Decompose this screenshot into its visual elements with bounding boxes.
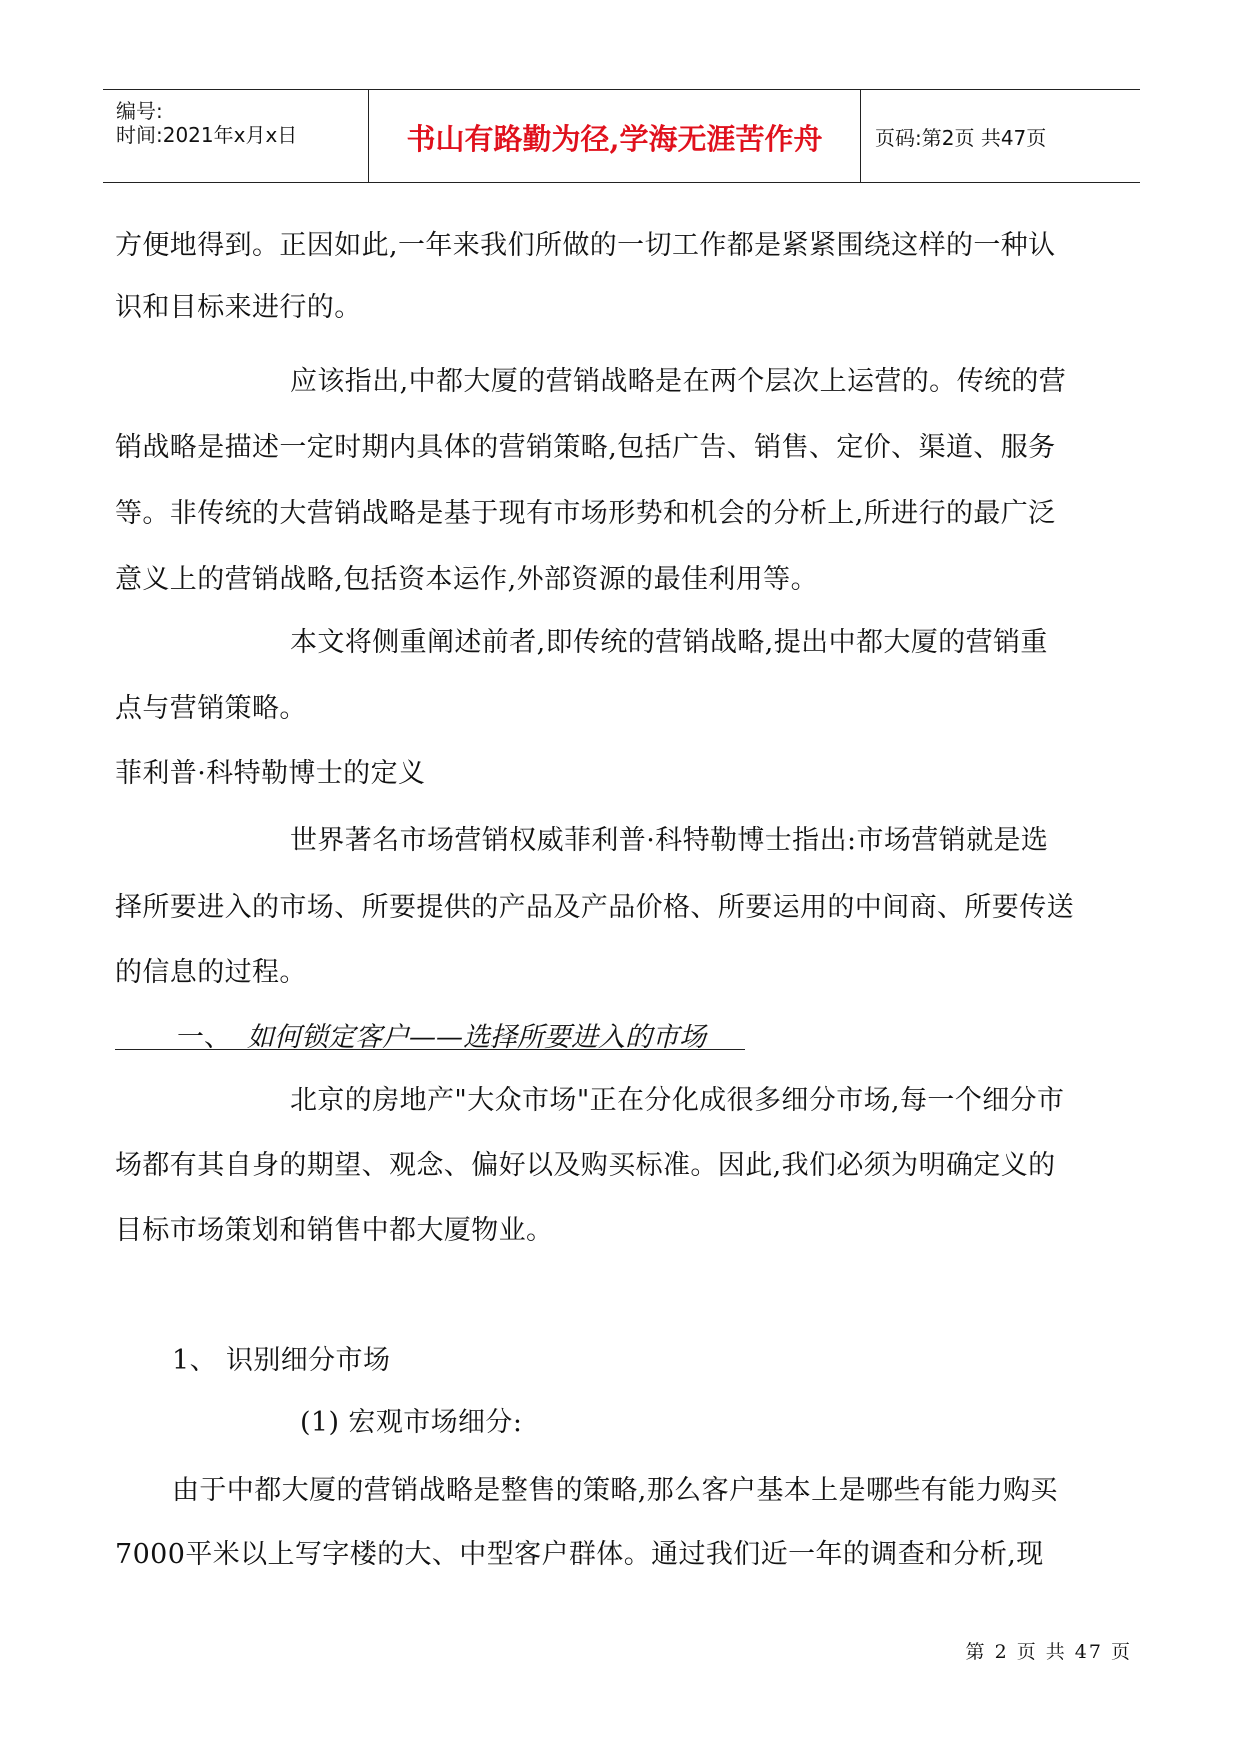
- section-number: 一、: [177, 1022, 231, 1053]
- paragraph-line: 世界著名市场营销权威菲利普·科特勒博士指出:市场营销就是选: [290, 825, 1049, 856]
- paragraph-line: 场都有其自身的期望、观念、偏好以及购买标准。因此,我们必须为明确定义的: [115, 1150, 1056, 1181]
- paragraph-line: 择所要进入的市场、所要提供的产品及产品价格、所要运用的中间商、所要传送: [115, 892, 1074, 923]
- section-heading: [115, 1015, 745, 1053]
- header-motto-cell: [369, 90, 861, 182]
- page-footer: 第 2 页 共 47 页: [965, 1641, 1132, 1663]
- header-meta-cell: [103, 90, 369, 182]
- document-number-label: 编号:: [116, 99, 163, 123]
- paragraph-line: 意义上的营销战略,包括资本运作,外部资源的最佳利用等。: [115, 564, 818, 595]
- paragraph-line: 的信息的过程。: [115, 957, 307, 988]
- paragraph-line: 北京的房地产"大众市场"正在分化成很多细分市场,每一个细分市: [290, 1085, 1065, 1116]
- numbered-subheading: (1) 宏观市场细分:: [300, 1407, 523, 1438]
- paragraph-line: 目标市场策划和销售中都大厦物业。: [115, 1215, 554, 1246]
- document-time-label: 时间:2021年x月x日: [116, 123, 298, 147]
- paragraph-line: 7000平米以上写字楼的大、中型客户群体。通过我们近一年的调查和分析,现: [115, 1539, 1044, 1570]
- paragraph-line: 本文将侧重阐述前者,即传统的营销战略,提出中都大厦的营销重: [290, 627, 1048, 658]
- paragraph-line: 等。非传统的大营销战略是基于现有市场形势和机会的分析上,所进行的最广泛: [115, 498, 1056, 529]
- paragraph-line: 方便地得到。正因如此,一年来我们所做的一切工作都是紧紧围绕这样的一种认: [115, 230, 1056, 261]
- page-header: [103, 89, 1140, 183]
- header-page-cell: [861, 90, 1140, 182]
- section-title: 如何锁定客户——选择所要进入的市场: [247, 1022, 706, 1053]
- paragraph-line: 识和目标来进行的。: [115, 292, 362, 323]
- subheading: 菲利普·科特勒博士的定义: [115, 758, 426, 789]
- paragraph-line: 应该指出,中都大厦的营销战略是在两个层次上运营的。传统的营: [290, 366, 1067, 397]
- paragraph-line: 点与营销策略。: [115, 693, 307, 724]
- numbered-heading: 1、 识别细分市场: [172, 1345, 391, 1376]
- paragraph-line: 由于中都大厦的营销战略是整售的策略,那么客户基本上是哪些有能力购买: [172, 1475, 1058, 1506]
- header-motto: 书山有路勤为径,学海无涯苦作舟: [406, 122, 823, 156]
- header-page-info: 页码:第2页 共47页: [875, 126, 1047, 150]
- paragraph-line: 销战略是描述一定时期内具体的营销策略,包括广告、销售、定价、渠道、服务: [115, 432, 1056, 463]
